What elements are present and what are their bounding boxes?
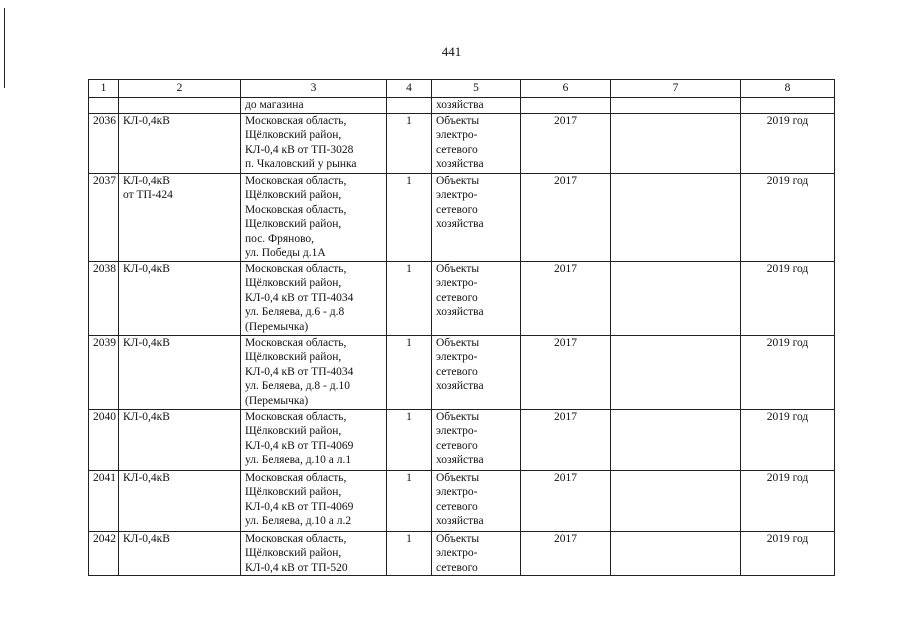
cell-qty: 1 <box>387 470 432 531</box>
cell-name: КЛ-0,4кВ от ТП-424 <box>119 173 241 261</box>
table-row <box>89 261 835 335</box>
cell-year: 2017 <box>521 409 611 470</box>
cell-note <box>611 113 741 173</box>
cell-year <box>521 98 611 114</box>
cell-category: Объекты электро- сетевого хозяйства <box>432 470 521 531</box>
cell-num: 2039 <box>89 335 119 409</box>
table-row <box>89 470 835 531</box>
cell-name: КЛ-0,4кВ <box>119 409 241 470</box>
cell-address: Московская область, Щёлковский район, КЛ-0,4 кВ от ТП-3028 п. Чкаловский у рынка <box>241 113 387 173</box>
cell-name: КЛ-0,4кВ <box>119 261 241 335</box>
cell-note <box>611 335 741 409</box>
cell-completion: 2019 год <box>741 409 835 470</box>
cell-address: Московская область, Щёлковский район, КЛ-0,4 кВ от ТП-4069 ул. Беляева, д.10 а л.1 <box>241 409 387 470</box>
cell-address: Московская область, Щёлковский район, КЛ-0,4 кВ от ТП-4034 ул. Беляева, д.8 - д.10 (Перемычка) <box>241 335 387 409</box>
cell-category: Объекты электро- сетевого хозяйства <box>432 409 521 470</box>
register-table <box>88 79 835 576</box>
cell-note <box>611 409 741 470</box>
column-header: 5 <box>432 80 521 98</box>
cell-note <box>611 261 741 335</box>
continuation-row <box>89 98 835 114</box>
cell-address: Московская область, Щёлковский район, КЛ-0,4 кВ от ТП-4069 ул. Беляева, д.10 а л.2 <box>241 470 387 531</box>
cell-qty: 1 <box>387 173 432 261</box>
cell-qty: 1 <box>387 113 432 173</box>
cell-completion <box>741 98 835 114</box>
cell-completion: 2019 год <box>741 261 835 335</box>
table-row <box>89 335 835 409</box>
cell-num: 2041 <box>89 470 119 531</box>
cell-category: Объекты электро- сетевого хозяйства <box>432 113 521 173</box>
cell-year: 2017 <box>521 261 611 335</box>
cell-category: Объекты электро- сетевого хозяйства <box>432 261 521 335</box>
cell-note <box>611 98 741 114</box>
cell-qty: 1 <box>387 335 432 409</box>
cell-category: Объекты электро- сетевого <box>432 531 521 576</box>
cell-year: 2017 <box>521 335 611 409</box>
cell-note <box>611 470 741 531</box>
cell-year: 2017 <box>521 113 611 173</box>
cell-qty: 1 <box>387 409 432 470</box>
cell-address: Московская область, Щёлковский район, КЛ-0,4 кВ от ТП-4034 ул. Беляева, д.6 - д.8 (Перемычка) <box>241 261 387 335</box>
register-body <box>89 80 835 576</box>
column-header: 4 <box>387 80 432 98</box>
cell-num <box>89 98 119 114</box>
cell-address: Московская область, Щёлковский район, КЛ-0,4 кВ от ТП-520 <box>241 531 387 576</box>
cell-qty: 1 <box>387 261 432 335</box>
header-row <box>89 80 835 98</box>
column-header: 8 <box>741 80 835 98</box>
table-row <box>89 531 835 576</box>
cell-completion: 2019 год <box>741 470 835 531</box>
column-header: 3 <box>241 80 387 98</box>
cell-category: Объекты электро- сетевого хозяйства <box>432 335 521 409</box>
column-header: 1 <box>89 80 119 98</box>
cell-qty <box>387 98 432 114</box>
cell-num: 2037 <box>89 173 119 261</box>
column-header: 6 <box>521 80 611 98</box>
cell-num: 2038 <box>89 261 119 335</box>
cell-name: КЛ-0,4кВ <box>119 470 241 531</box>
page-number: 441 <box>441 44 462 59</box>
cell-qty: 1 <box>387 531 432 576</box>
cell-address: до магазина <box>241 98 387 114</box>
table-row <box>89 173 835 261</box>
cell-num: 2042 <box>89 531 119 576</box>
cell-num: 2040 <box>89 409 119 470</box>
column-header: 2 <box>119 80 241 98</box>
table-row <box>89 113 835 173</box>
cell-note <box>611 531 741 576</box>
cell-num: 2036 <box>89 113 119 173</box>
cell-name: КЛ-0,4кВ <box>119 531 241 576</box>
column-header: 7 <box>611 80 741 98</box>
cell-name <box>119 98 241 114</box>
cell-year: 2017 <box>521 173 611 261</box>
cell-category: Объекты электро- сетевого хозяйства <box>432 173 521 261</box>
cell-name: КЛ-0,4кВ <box>119 335 241 409</box>
cell-year: 2017 <box>521 470 611 531</box>
cell-category: хозяйства <box>432 98 521 114</box>
table-row <box>89 409 835 470</box>
cell-address: Московская область, Щёлковский район, Московская область, Щелковский район, пос. Фряново, ул. Победы д.1А <box>241 173 387 261</box>
cell-completion: 2019 год <box>741 531 835 576</box>
cell-completion: 2019 год <box>741 335 835 409</box>
cell-year: 2017 <box>521 531 611 576</box>
cell-name: КЛ-0,4кВ <box>119 113 241 173</box>
cell-completion: 2019 год <box>741 113 835 173</box>
cell-note <box>611 173 741 261</box>
cell-completion: 2019 год <box>741 173 835 261</box>
